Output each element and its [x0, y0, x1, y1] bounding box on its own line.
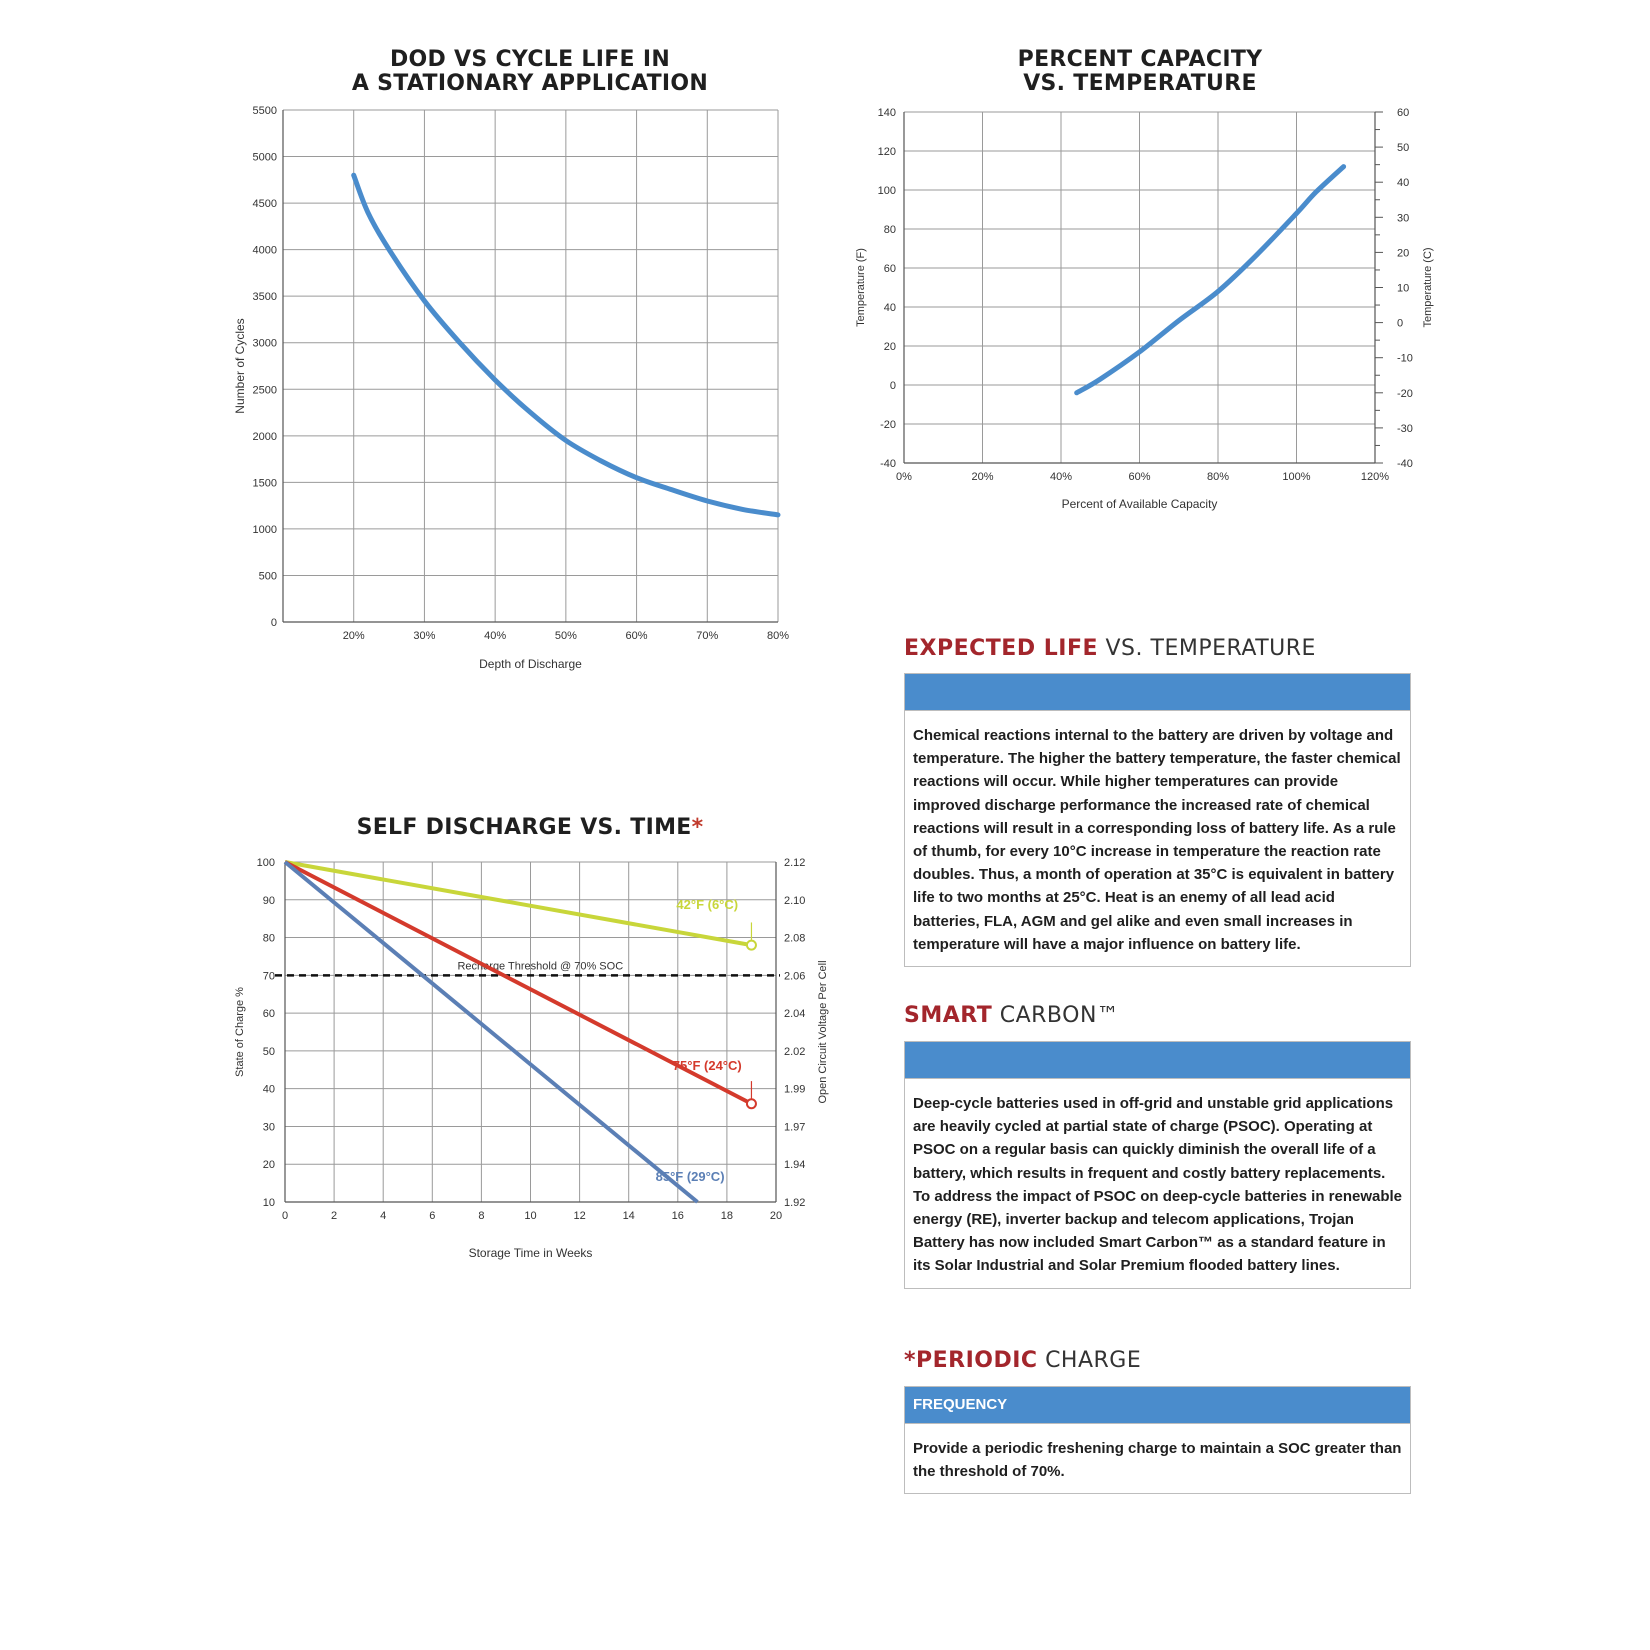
y2-tick-label: 1.99	[784, 1083, 806, 1096]
y-tick-label: 100	[256, 857, 275, 869]
x-tick-label: 30%	[413, 630, 436, 642]
y-tick-label: 60	[262, 1008, 275, 1021]
smart-carbon-box	[904, 1041, 1411, 1289]
y-tick-label: 140	[877, 107, 896, 119]
y2-tick-label: 40	[1397, 177, 1410, 190]
expected-life-text: Chemical reactions internal to the battery are driven by voltage and temperature. The higher the battery temperature, the faster chemical reactions will occur. While higher temperatures can provide improved discharge performance the increased rate of chemical reactions will result in a corresponding loss of battery life. As a rule of thumb, for every 10°C increase in temperature the reaction rate doubles. Thus, a month of operation at 35°C is equivalent in battery life to two months at 25°C. Heat is an enemy of all lead acid batteries, FLA, AGM and gel alike and even small increases in temperature will have a major influence on battery life.	[913, 727, 1401, 953]
x-tick-label: 40%	[1049, 471, 1073, 483]
y-tick-label: 40	[883, 302, 896, 314]
y2-tick-label: 30	[1397, 212, 1410, 225]
expected-life-heading-em: EXPECTED LIFE	[904, 636, 1099, 661]
y-tick-label: 5500	[252, 105, 277, 117]
series-label: 85°F (29°C)	[655, 1169, 725, 1185]
y-tick-label: 80	[883, 224, 896, 236]
x-tick-label: 6	[429, 1210, 436, 1222]
capacity-title-line2: VS. TEMPERATURE	[1023, 71, 1257, 96]
y-tick-label: 100	[877, 185, 896, 197]
y2-tick-label: 2.10	[784, 894, 806, 907]
y-tick-label: 20	[262, 1159, 275, 1172]
y2-tick-label: 1.97	[784, 1121, 806, 1134]
dod-title-line2: A STATIONARY APPLICATION	[351, 71, 709, 96]
series-line	[285, 862, 697, 1202]
x-tick-label: 16	[671, 1210, 684, 1222]
series-label: 75°F (24°C)	[672, 1057, 742, 1073]
y2-tick-label: 0	[1397, 317, 1404, 330]
y2-tick-label: 2.04	[784, 1008, 806, 1021]
y-tick-label: 90	[262, 894, 275, 907]
expected-life-heading-rest: VS. TEMPERATURE	[1098, 636, 1316, 661]
x-tick-label: 120%	[1360, 471, 1390, 483]
periodic-charge-heading	[904, 1348, 1141, 1373]
x-tick-label: 20%	[971, 471, 994, 483]
expected-life-band	[905, 674, 1410, 711]
x-axis-label: Percent of Available Capacity	[1061, 497, 1218, 511]
y2-tick-label: 2.12	[784, 857, 806, 869]
y-tick-label: 80	[262, 932, 275, 945]
x-tick-label: 80%	[1206, 471, 1230, 483]
y-tick-label: 0	[889, 380, 896, 392]
y-tick-label: 120	[877, 146, 896, 158]
y2-tick-label: 60	[1397, 107, 1410, 119]
x-tick-label: 20%	[342, 630, 365, 642]
x-tick-label: 10	[524, 1210, 537, 1222]
y-tick-label: 2500	[252, 384, 277, 397]
y-tick-label: 10	[262, 1197, 275, 1209]
x-tick-label: 0	[281, 1210, 289, 1222]
x-axis-label: Storage Time in Weeks	[468, 1246, 593, 1260]
y-tick-label: 5000	[252, 151, 277, 164]
y2-axis-label: Temperature (C)	[1422, 247, 1434, 328]
y-tick-label: 1000	[252, 523, 277, 536]
periodic-charge-heading-rest: CHARGE	[1037, 1348, 1142, 1373]
capacity-title-line1: PERCENT CAPACITY	[1017, 47, 1263, 72]
y-tick-label: 2000	[252, 430, 277, 443]
y2-tick-label: 2.08	[784, 932, 806, 945]
x-tick-label: 18	[720, 1210, 734, 1222]
threshold-label: Recharge Threshold @ 70% SOC	[457, 960, 624, 973]
y2-tick-label: -20	[1397, 387, 1413, 400]
y-tick-label: 0	[270, 617, 277, 629]
x-tick-label: 50%	[554, 630, 577, 642]
expected-life-box	[904, 673, 1411, 967]
y-tick-label: 20	[883, 341, 896, 353]
y-tick-label: 4500	[252, 198, 277, 211]
y2-tick-label: 2.06	[784, 970, 806, 983]
title-asterisk: *	[691, 815, 704, 840]
y-tick-label: 50	[262, 1045, 275, 1058]
y-axis-label: Temperature (F)	[855, 248, 867, 327]
x-tick-label: 40%	[484, 630, 507, 642]
y2-tick-label: 1.92	[784, 1197, 806, 1209]
y-tick-label: 70	[262, 970, 275, 983]
y2-tick-label: -30	[1397, 422, 1413, 435]
expected-life-heading	[904, 636, 1316, 661]
y-tick-label: 60	[883, 263, 896, 275]
x-tick-label: 2	[331, 1210, 338, 1222]
x-tick-label: 70%	[696, 630, 719, 642]
y2-axis-label: Open Circuit Voltage Per Cell	[817, 960, 829, 1104]
dod-title-line1: DOD VS CYCLE LIFE IN	[389, 47, 671, 72]
periodic-charge-box	[904, 1386, 1411, 1494]
x-axis-label: Depth of Discharge	[479, 657, 582, 671]
smart-carbon-band	[905, 1042, 1410, 1079]
x-tick-label: 100%	[1282, 471, 1311, 483]
x-tick-label: 20	[769, 1210, 783, 1222]
y-tick-label: -20	[880, 419, 896, 431]
y-tick-label: 1500	[252, 477, 277, 490]
frequency-band: FREQUENCY	[905, 1387, 1410, 1424]
y-tick-label: 40	[262, 1083, 275, 1096]
y-tick-label: 30	[262, 1121, 275, 1134]
x-tick-label: 80%	[766, 630, 790, 642]
self-discharge-title-text: SELF DISCHARGE VS. TIME	[356, 815, 692, 840]
y-tick-label: 4000	[252, 244, 277, 257]
y2-tick-label: -40	[1397, 458, 1413, 470]
x-tick-label: 12	[573, 1210, 586, 1222]
series-label: 42°F (6°C)	[676, 897, 739, 913]
y2-tick-label: 20	[1397, 247, 1410, 260]
x-tick-label: 4	[380, 1210, 387, 1222]
y2-tick-label: 10	[1397, 282, 1410, 295]
periodic-charge-text: Provide a periodic freshening charge to maintain a SOC greater than the threshold of 70%.	[913, 1440, 1402, 1481]
smart-carbon-heading	[904, 1003, 1119, 1028]
series-end-marker	[747, 941, 756, 950]
y-tick-label: -40	[880, 458, 896, 470]
y2-tick-label: 50	[1397, 142, 1410, 155]
y-tick-label: 3000	[252, 337, 277, 350]
x-tick-label: 8	[478, 1210, 485, 1222]
y-tick-label: 3500	[252, 291, 277, 304]
y-tick-label: 500	[258, 570, 277, 583]
x-tick-label: 60%	[1128, 471, 1151, 483]
y2-tick-label: -10	[1397, 352, 1413, 365]
periodic-charge-heading-em: *PERIODIC	[904, 1348, 1038, 1373]
y-axis-label: State of Charge %	[234, 987, 246, 1077]
x-tick-label: 0%	[896, 471, 912, 483]
smart-carbon-heading-rest: CARBON™	[992, 1003, 1120, 1028]
x-tick-label: 14	[622, 1210, 635, 1222]
series-end-marker	[747, 1099, 756, 1108]
smart-carbon-heading-em: SMART	[904, 1003, 993, 1028]
smart-carbon-text: Deep-cycle batteries used in off-grid and unstable grid applications are heavily cycled at partial state of charge (PSOC). Operating at PSOC on a regular basis can quickly diminish the overall life of a battery, which results in frequent and costly battery replacements. To address the impact of PSOC on deep-cycle batteries in renewable energy (RE), inverter backup and telecom applications, Trojan Battery has now included Smart Carbon™ as a standard feature in its Solar Industrial and Solar Premium flooded battery lines.	[913, 1095, 1403, 1275]
x-tick-label: 60%	[625, 630, 648, 642]
y2-tick-label: 1.94	[784, 1159, 806, 1172]
y2-tick-label: 2.02	[784, 1045, 806, 1058]
y-axis-label: Number of Cycles	[233, 318, 247, 414]
